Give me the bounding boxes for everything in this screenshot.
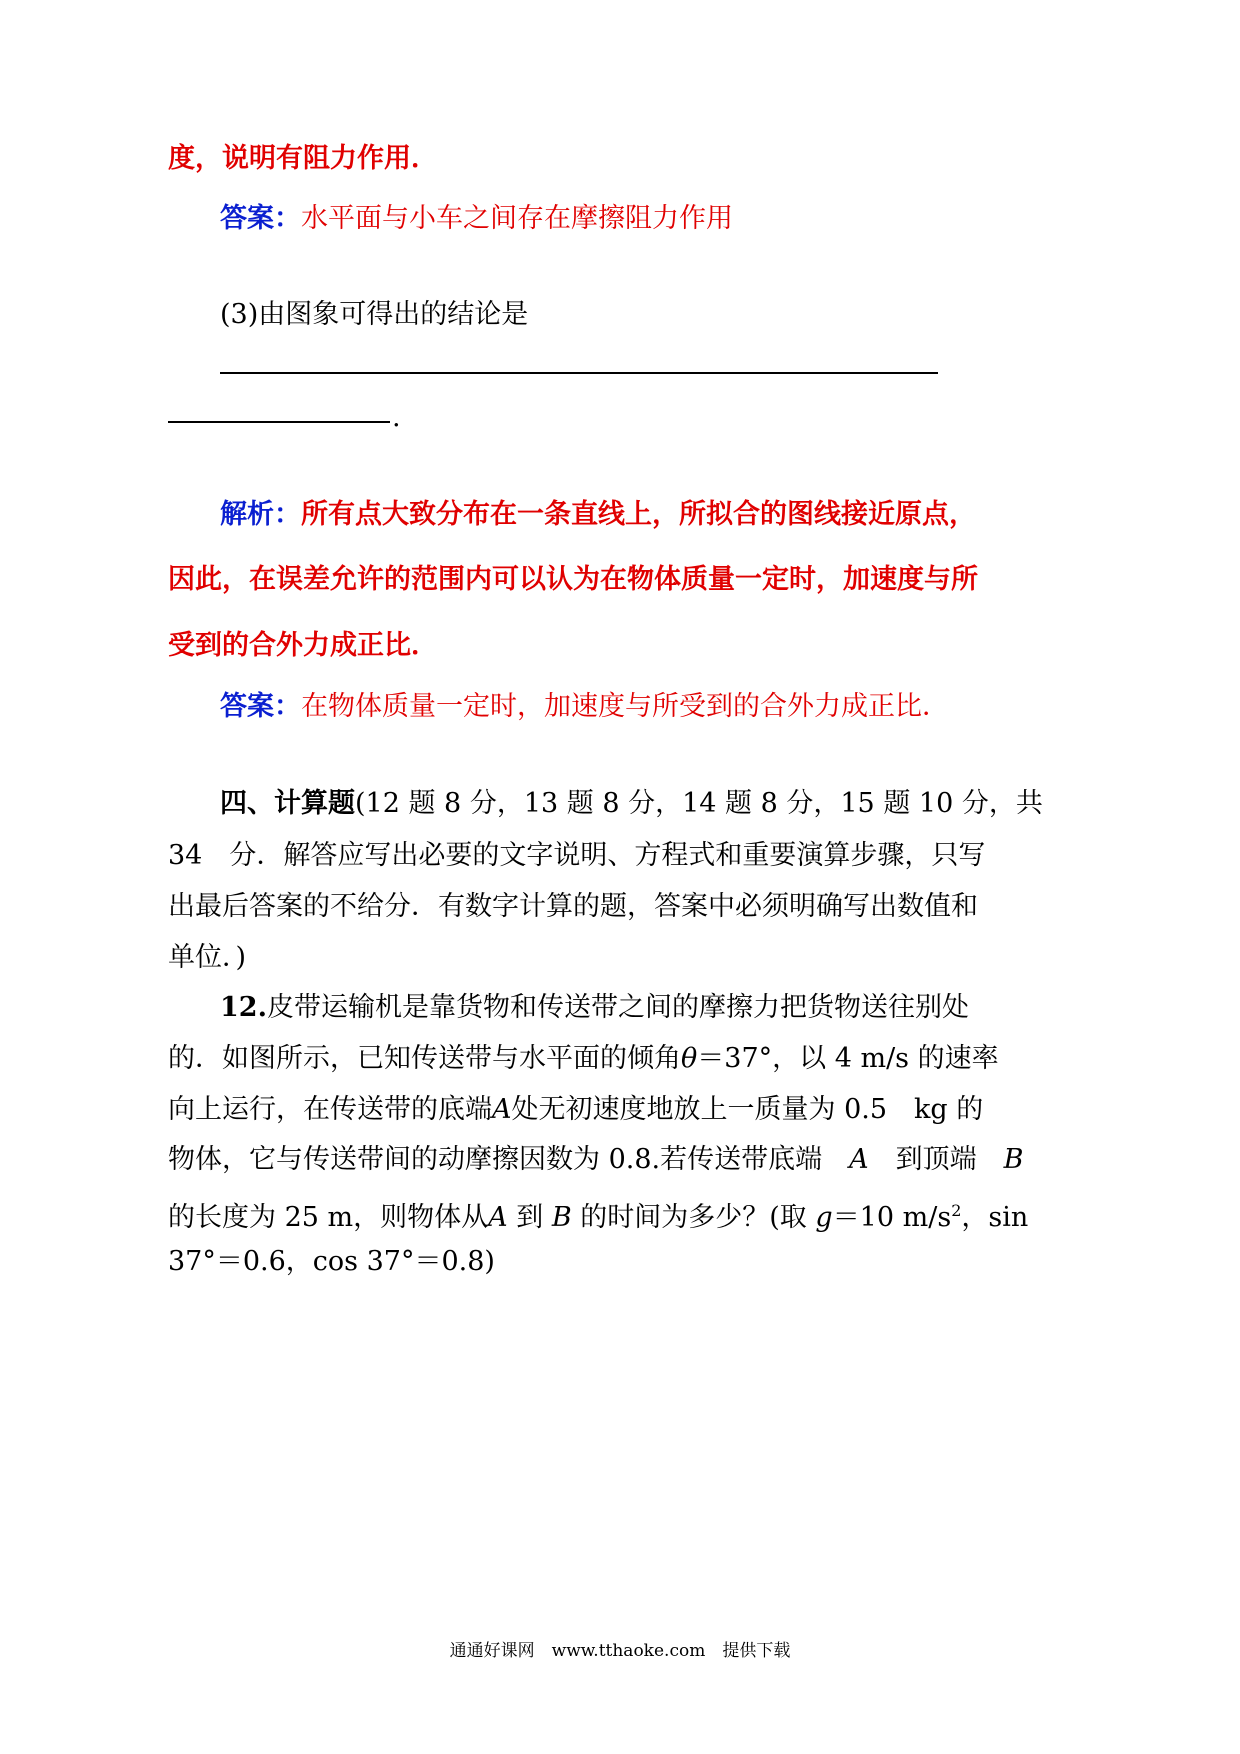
analysis-line-1 bbox=[220, 497, 976, 533]
answer-1-label: 答案： bbox=[220, 203, 301, 234]
problem-12-text-3b: 处无初速度地放上一质量为 0.5 kg 的 bbox=[511, 1094, 984, 1125]
section-4-title: 四、计算题 bbox=[220, 788, 355, 819]
g-symbol: g bbox=[815, 1202, 833, 1233]
section-4-line-1 bbox=[220, 786, 1043, 822]
problem-12-text-5e: ，sin bbox=[961, 1202, 1029, 1233]
answer-2-text: 在物体质量一定时，加速度与所受到的合外力成正比． bbox=[301, 691, 949, 722]
point-a-symbol: A bbox=[488, 1202, 508, 1233]
analysis-line-3: 受到的合外力成正比． bbox=[168, 630, 438, 661]
section-4-line-3: 出最后答案的不给分．有数字计算的题，答案中必须明确写出数值和 bbox=[168, 891, 978, 922]
problem-12-text-5d: ＝10 m/s bbox=[832, 1202, 952, 1233]
problem-12-line-6: 37°＝0.6，cos 37°＝0.8) bbox=[168, 1246, 495, 1277]
section-4-line-2: 34 分．解答应写出必要的文字说明、方程式和重要演算步骤，只写 bbox=[168, 840, 986, 871]
problem-12-text-3a: 向上运行，在传送带的底端 bbox=[168, 1094, 492, 1125]
analysis-label: 解析： bbox=[220, 499, 301, 530]
section-4-scoring: (12 题 8 分，13 题 8 分，14 题 8 分，15 题 10 分，共 bbox=[355, 788, 1043, 819]
problem-12-text-4b: 到顶端 bbox=[895, 1144, 977, 1175]
superscript-2: 2 bbox=[951, 1201, 962, 1220]
analysis-line-2: 因此，在误差允许的范围内可以认为在物体质量一定时，加速度与所 bbox=[168, 564, 978, 595]
answer-1 bbox=[220, 201, 733, 237]
blank-period: . bbox=[392, 402, 401, 433]
analysis-text-1: 所有点大致分布在一条直线上，所拟合的图线接近原点， bbox=[301, 499, 976, 530]
problem-12-text-2a: 的．如图所示，已知传送带与水平面的倾角 bbox=[168, 1043, 681, 1074]
hint-line: 度，说明有阻力作用． bbox=[168, 143, 438, 174]
problem-12-text-5a: 的长度为 25 m，则物体从 bbox=[168, 1202, 489, 1233]
problem-12-number: 12. bbox=[220, 992, 267, 1023]
answer-2-label: 答案： bbox=[220, 691, 301, 722]
problem-12-text-5c: 的时间为多少？(取 bbox=[580, 1202, 807, 1233]
answer-1-text: 水平面与小车之间存在摩擦阻力作用 bbox=[301, 203, 733, 234]
point-b-symbol: B bbox=[1003, 1144, 1024, 1175]
answer-blank-line-1 bbox=[220, 372, 938, 374]
theta-symbol: θ bbox=[681, 1043, 698, 1074]
problem-12-text-4a: 物体，它与传送带间的动摩擦因数为 0.8.若传送带底端 bbox=[168, 1144, 823, 1175]
problem-12-text-2b: ＝37°，以 4 m/s 的速率 bbox=[697, 1043, 999, 1074]
problem-12-line-5 bbox=[168, 1193, 1028, 1236]
page-footer: 通通好课网 www.tthaoke.com 提供下载 bbox=[449, 1641, 791, 1661]
question-3: (3)由图象可得出的结论是 bbox=[220, 299, 529, 330]
point-b-symbol: B bbox=[551, 1202, 572, 1233]
problem-12-text-5b: 到 bbox=[516, 1202, 544, 1233]
point-a-symbol: A bbox=[492, 1094, 512, 1125]
answer-blank-line-2 bbox=[168, 421, 390, 423]
section-4-line-4: 单位．) bbox=[168, 942, 247, 973]
point-a-symbol: A bbox=[849, 1144, 869, 1175]
problem-12-text-1: 皮带运输机是靠货物和传送带之间的摩擦力把货物送往别处 bbox=[266, 992, 969, 1023]
problem-12-line-1 bbox=[220, 990, 969, 1026]
problem-12-line-2 bbox=[168, 1041, 999, 1077]
problem-12-line-3 bbox=[168, 1092, 983, 1128]
problem-12-line-4 bbox=[168, 1142, 1023, 1178]
answer-2 bbox=[220, 689, 949, 725]
